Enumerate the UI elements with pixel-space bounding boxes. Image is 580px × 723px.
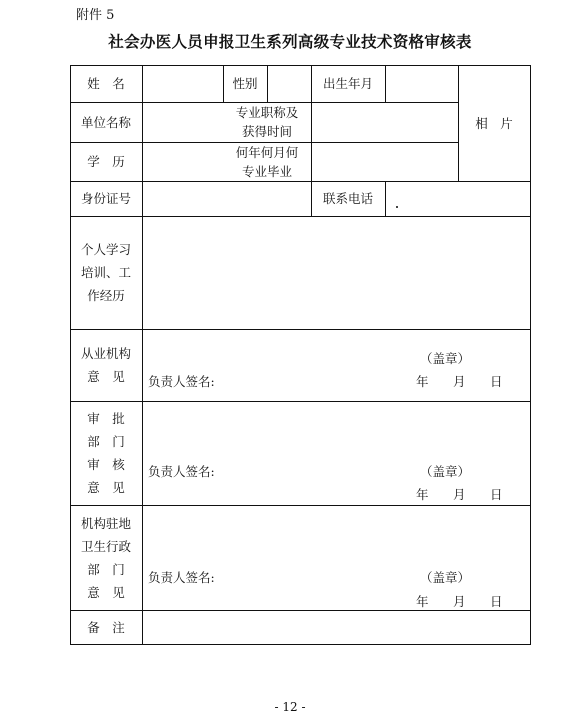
health-dept-year: 年 [416,594,429,609]
border-right [530,65,531,645]
name-field[interactable] [143,66,222,101]
health-dept-signature-label: 负责人签名: [148,570,215,585]
education-field[interactable] [143,143,222,180]
resume-field[interactable] [143,217,530,328]
practice-day: 日 [490,374,503,389]
photo-label[interactable]: 相 片 [475,115,513,131]
practice-date [416,372,527,390]
practice-seal-label: （盖章） [420,351,471,366]
border-bottom [70,644,531,645]
approval-month: 月 [453,487,466,502]
gender-label: 性别 [232,76,258,91]
phone-field[interactable] [386,182,530,215]
health-dept-opinion-label: 机构驻地 卫生行政 部 门 意 见 [80,515,131,600]
gender-field[interactable] [268,66,310,101]
practice-signature-label: 负责人签名: [148,374,215,389]
title-obtained-label: 专业职称及 获得时间 [235,105,299,139]
health-dept-month: 月 [453,594,466,609]
graduation-field[interactable] [312,143,457,180]
review-form-table [70,65,531,645]
phone-label: 联系电话 [322,191,373,206]
education-label: 学 历 [87,154,125,169]
birth-label: 出生年月 [322,76,373,91]
remarks-field[interactable] [143,611,530,643]
name-label: 姓 名 [87,76,125,91]
resume-label: 个人学习 培训、工 作经历 [80,242,131,303]
remarks-label: 备 注 [87,619,125,635]
health-dept-seal-label: （盖章） [420,570,471,585]
approval-day: 日 [490,487,503,502]
birth-field[interactable] [386,66,457,101]
approval-signature-label: 负责人签名: [148,464,215,479]
approval-year: 年 [416,487,429,502]
practice-year: 年 [416,374,429,389]
id-number-label: 身份证号 [80,191,131,206]
approval-seal-label: （盖章） [420,464,471,479]
employer-label: 单位名称 [80,114,131,130]
approval-date [416,485,527,503]
form-title: 社会办医人员申报卫生系列高级专业技术资格审核表 [108,33,472,51]
practice-opinion-label: 从业机构 意 见 [80,346,131,384]
title-obtained-field[interactable] [312,103,457,141]
health-dept-day: 日 [490,594,503,609]
health-dept-date [416,592,527,610]
practice-month: 月 [453,374,466,389]
page-number: - 12 - [274,700,306,714]
approval-opinion-label: 审 批 部 门 审 核 意 见 [87,411,125,495]
annex-label: 附件 5 [76,8,115,23]
graduation-label: 何年何月何 专业毕业 [235,144,299,179]
stray-mark [396,206,398,208]
id-number-field[interactable] [143,182,310,215]
